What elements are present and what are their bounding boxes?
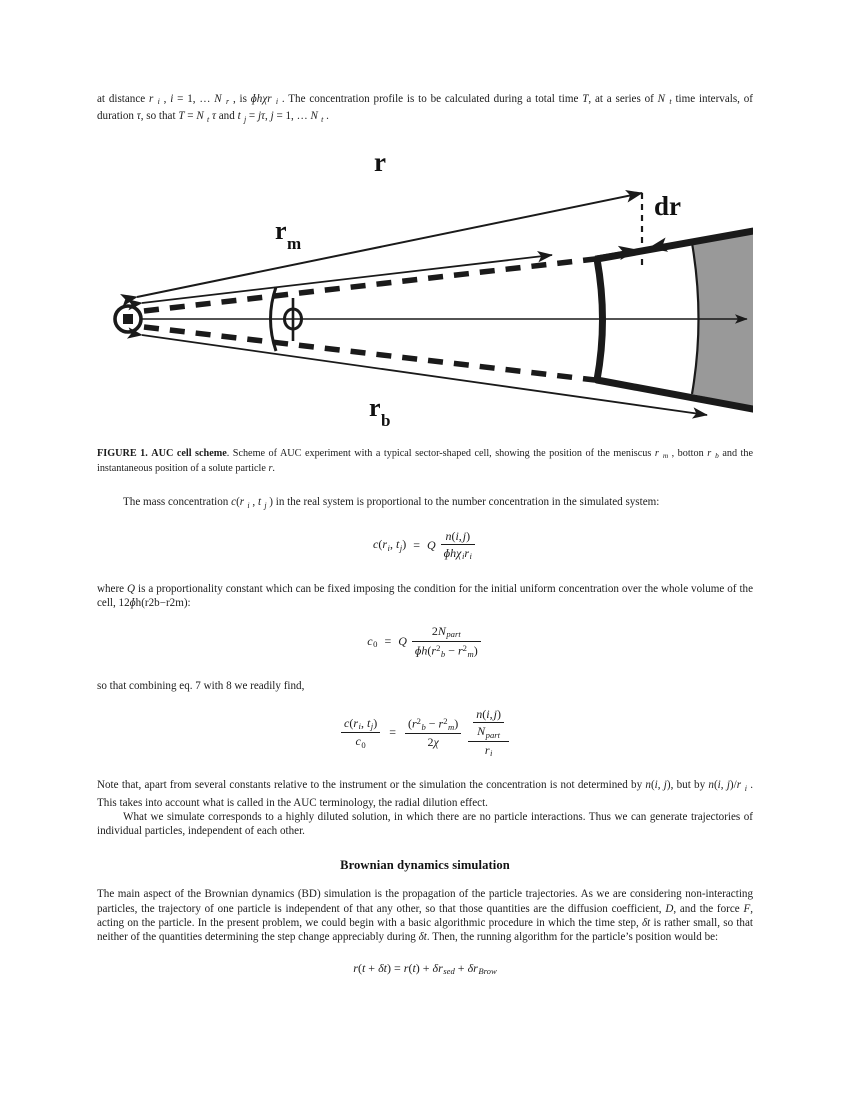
eq9-right-inner-numerator: n(i, j) <box>473 707 504 723</box>
eq9-right-numerator <box>468 707 509 742</box>
label-dr: dr <box>654 190 681 221</box>
document-content <box>97 92 753 976</box>
eq8-coefficient: Q <box>398 633 407 648</box>
eq9-equals: = <box>389 725 396 740</box>
figure-caption <box>97 447 753 475</box>
bd-text: The main aspect of the Brownian dynamics (BD) simulation is the propagation of the particle trajectories. As we are considering non-interacting particles, the trajectory of one particle is independent of that any other, so that those quantities are the diffusion coefficient, D, and the force F, acting on the particle. In the present problem, we could begin with a basic algorithmic procedure in which the time step, δt is rather small, so that neither of the quantities determining the step change appreciably during δt. Then, the running algorithm for the particle’s position would be: <box>97 888 753 943</box>
what-we-simulate-paragraph: What we simulate corresponds to a highly diluted solution, in which there are no particle interactions. Thus we can generate trajectories of individual particles, independent of each other. <box>97 810 753 838</box>
equation-ratio <box>97 707 753 758</box>
eq9-lhs-fraction <box>339 716 382 750</box>
rm-dimension-arrow <box>142 255 552 303</box>
figure-auc-cell-scheme <box>97 135 753 435</box>
bd-paragraph <box>97 887 753 944</box>
figure-number: FIGURE 1. <box>97 447 148 459</box>
eq7-coefficient: Q <box>426 537 436 552</box>
eq8-equals: = <box>384 633 392 648</box>
section-heading-brownian: Brownian dynamics simulation <box>340 858 510 873</box>
combining-paragraph: so that combining eq. 7 with 8 we readily find, <box>97 679 305 692</box>
eq9-right-fraction <box>466 707 511 758</box>
svg-text:r: r <box>275 215 287 245</box>
rotation-center-marker <box>115 306 141 332</box>
label-rm <box>275 216 301 253</box>
auc-cell-diagram <box>97 135 753 435</box>
eq8-lhs: $c_0$ <box>367 633 378 650</box>
eq10-expression: $r(t + \delta t) = r(t) + \delta r_{sed} + \delta r_{Brow}$ <box>353 960 497 977</box>
figure-caption-rest: . Scheme of AUC experiment with a typical sector-shaped cell, showing the position of the meniscus r $_m$ , botton r $_b$ and the instantaneous position of a solute particle r. <box>97 447 753 475</box>
note-paragraph <box>97 778 753 810</box>
label-rb <box>369 393 390 430</box>
eq7-denominator: $ɸh\chi_ir_i$ <box>443 545 472 562</box>
eq9-right-denominator: $r_i$ <box>484 742 493 759</box>
label-r: r <box>374 146 386 177</box>
intro-text-run: at distance r $_i$ , i = 1, … N $_r$ , is ɸhχr $_i$ . The concentration profile is to be calculated during a total time T, at a series of N $_t$ time intervals, of duration τ, so that T = N $_t$ τ and t $_j$ = jτ, j = 1, … N $_t$ . <box>97 93 754 124</box>
eq7-numerator: n(i, j) <box>441 529 475 545</box>
eq9-lhs-denominator: $c_0$ <box>355 734 366 750</box>
svg-text:m: m <box>287 233 302 253</box>
mass-concentration-text: The mass concentration c(r $_i$ , t $_j$ ) in the real system is proportional to the number concentration in the simulated system: <box>123 496 660 510</box>
equation-initial-concentration <box>97 624 753 659</box>
equation-concentration <box>97 529 753 562</box>
svg-text:b: b <box>381 410 391 430</box>
sector-edge-dashed-bottom <box>144 327 595 380</box>
where-q-text: where Q is a proportionality constant which can be fixed imposing the condition for the initial uniform concentration over the whole volume of the cell, 12ɸh(r2b−r2m): <box>97 582 753 609</box>
equation-trajectory <box>97 960 753 976</box>
eq9-mid-denominator: 2χ <box>427 735 439 750</box>
note-text: Note that, apart from several constants relative to the instrument or the simulation the concentration is not determined by n(i, j), but by n(i, j)/r $_i$ . This takes into account what is called in the AUC terminology, the radial dilution effect. <box>97 779 754 809</box>
mass-concentration-paragraph <box>97 495 753 512</box>
figure-title: AUC cell scheme <box>151 447 227 459</box>
sector-edge-dashed-top <box>144 259 595 311</box>
eq9-mid-fraction <box>403 716 463 749</box>
eq7-lhs: $c(r_i$, $t_j$) <box>373 537 407 553</box>
eq9-right-inner-fraction <box>471 707 506 740</box>
eq9-right-inner-denominator: $N_{part}$ <box>477 724 501 740</box>
eq9-lhs-numerator: $c(r_i$, $t_j$) <box>341 716 380 734</box>
eq8-denominator: $ɸh(r^2_b - r^2_m)$ <box>414 642 478 659</box>
eq8-numerator: $2N_{part}$ <box>412 624 481 642</box>
where-q-paragraph <box>97 582 753 610</box>
eq7-equals: = <box>413 537 420 552</box>
eq9-mid-numerator: $(r^2_b - r^2_m)$ <box>405 716 461 734</box>
eq8-fraction <box>410 624 483 659</box>
svg-text:r: r <box>369 392 381 422</box>
eq7-fraction <box>439 529 477 562</box>
intro-paragraph <box>97 92 753 127</box>
